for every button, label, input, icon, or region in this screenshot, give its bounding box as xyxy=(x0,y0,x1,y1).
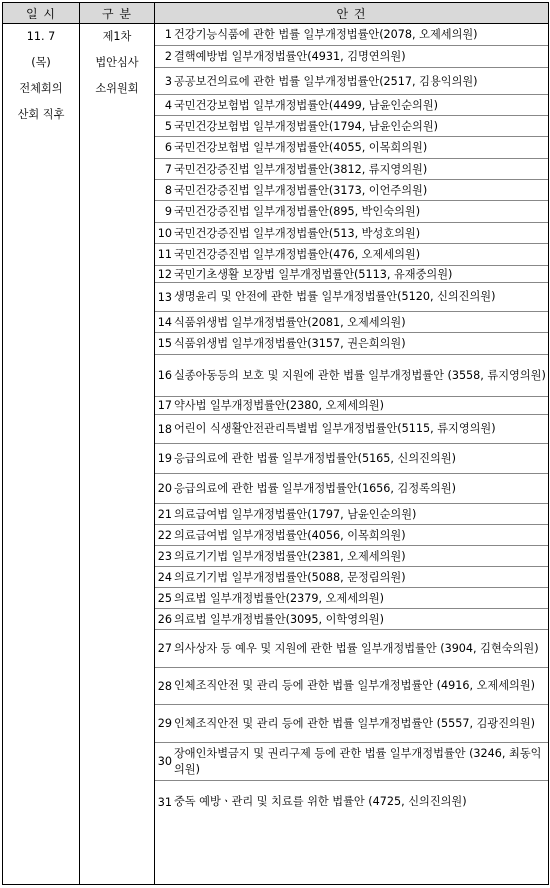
date-text: 11. 7 xyxy=(26,30,56,43)
agenda-item xyxy=(155,503,548,524)
agenda-item-text: 인체조직안전 및 관리 등에 관한 법률 일부개정법률안 (5557, 김광진의원) xyxy=(174,716,535,730)
agenda-item-text: 생명윤리 및 안전에 관한 법률 일부개정법률안(5120, 신의진의원) xyxy=(174,290,496,303)
agenda-item-text: 실종아동등의 보호 및 지원에 관한 법률 일부개정법률안 (3558, 류지영의원) xyxy=(174,368,546,382)
agenda-item-number: 25 xyxy=(157,591,172,605)
agenda-item xyxy=(155,45,548,67)
agenda-item-text: 의료법 일부개정법률안(3095, 이학영의원) xyxy=(174,612,384,626)
agenda-item-text: 응급의료에 관한 법률 일부개정법률안(1656, 김정록의원) xyxy=(174,481,456,495)
date-column-header: 일 시 xyxy=(3,3,80,24)
agenda-item-text: 국민건강증진법 일부개정법률안(476, 오제세의원) xyxy=(174,248,421,261)
agenda-item-number: 27 xyxy=(157,642,172,655)
agenda-item-text: 어린이 식생활안전관리특별법 일부개정법률안(5115, 류지영의원) xyxy=(174,422,496,435)
agenda-item xyxy=(155,265,548,282)
agenda-item-text: 인체조직안전 및 관리 등에 관한 법률 일부개정법률안 (4916, 오제세의원) xyxy=(174,679,535,692)
agenda-item-text: 국민건강보험법 일부개정법률안(4055, 이목희의원) xyxy=(174,141,428,154)
agenda-item xyxy=(155,587,548,608)
agenda-item-text: 건강기능식품에 관한 법률 일부개정법률안(2078, 오제세의원) xyxy=(174,28,478,41)
agenda-column-header: 안 건 xyxy=(155,3,549,24)
agenda-item-number: 4 xyxy=(164,98,172,112)
agenda-item xyxy=(155,524,548,545)
agenda-item-number: 17 xyxy=(157,399,172,412)
agenda-item-number: 13 xyxy=(157,290,172,304)
agenda-item-number: 12 xyxy=(157,267,172,281)
agenda-item-text: 중독 예방ㆍ관리 및 치료를 위한 법률안 (4725, 신의진의원) xyxy=(174,795,467,808)
agenda-item xyxy=(155,67,548,94)
agenda-item xyxy=(155,200,548,222)
session-text: 전체회의 xyxy=(19,82,63,95)
agenda-item-number: 14 xyxy=(157,315,172,329)
agenda-item xyxy=(155,566,548,587)
agenda-item-text: 의료법 일부개정법률안(2379, 오제세의원) xyxy=(174,591,384,605)
agenda-item xyxy=(155,414,548,443)
agenda-item-number: 18 xyxy=(157,422,172,436)
agenda-item-number: 21 xyxy=(157,507,172,521)
agenda-item-text: 식품위생법 일부개정법률안(3157, 권은희의원) xyxy=(174,337,406,350)
agenda-item-number: 11 xyxy=(157,248,172,261)
agenda-item-number: 16 xyxy=(157,369,172,382)
agenda-item-number: 6 xyxy=(164,141,172,154)
agenda-item xyxy=(155,354,548,396)
type-column-header: 구 분 xyxy=(80,3,155,24)
agenda-item xyxy=(155,332,548,354)
agenda-item-number: 7 xyxy=(164,162,172,176)
agenda-item-text: 응급의료에 관한 법률 일부개정법률안(5165, 신의진의원) xyxy=(174,451,456,465)
weekday-text: (목) xyxy=(31,56,51,69)
agenda-item xyxy=(155,545,548,566)
agenda-item xyxy=(155,608,548,629)
agenda-item xyxy=(155,704,548,742)
type-line-1: 제1차 xyxy=(102,30,132,43)
agenda-item-number: 30 xyxy=(157,755,172,768)
agenda-table xyxy=(2,2,549,885)
agenda-item xyxy=(155,115,548,136)
agenda-item-text: 국민기초생활 보장법 일부개정법률안(5113, 유재중의원) xyxy=(174,267,453,281)
type-line-3: 소위원회 xyxy=(95,82,139,95)
agenda-item-text: 식품위생법 일부개정법률안(2081, 오제세의원) xyxy=(174,315,406,329)
agenda-item-number: 5 xyxy=(164,119,172,133)
agenda-cell xyxy=(155,24,549,885)
agenda-item xyxy=(155,396,548,414)
agenda-item-number: 24 xyxy=(157,570,172,584)
agenda-item-text: 국민건강증진법 일부개정법률안(513, 박성호의원) xyxy=(174,226,421,240)
agenda-item-text: 의료급여법 일부개정법률안(4056, 이목희의원) xyxy=(174,528,406,542)
agenda-item-number: 26 xyxy=(157,612,172,626)
agenda-item xyxy=(155,667,548,704)
agenda-item-text: 의료급여법 일부개정법률안(1797, 남윤인순의원) xyxy=(174,507,417,521)
agenda-item xyxy=(155,24,548,45)
agenda-item-number: 19 xyxy=(157,452,172,465)
type-cell xyxy=(80,24,155,885)
agenda-item-number: 22 xyxy=(157,528,172,542)
agenda-item-number: 3 xyxy=(164,74,172,88)
agenda-item xyxy=(155,443,548,473)
agenda-item xyxy=(155,742,548,780)
timing-text: 산회 직후 xyxy=(17,108,65,121)
agenda-item-number: 2 xyxy=(164,50,172,63)
agenda-item-number: 15 xyxy=(157,337,172,350)
agenda-item-text: 국민건강보험법 일부개정법률안(1794, 남윤인순의원) xyxy=(174,119,439,133)
date-cell xyxy=(3,24,80,885)
agenda-item-number: 28 xyxy=(157,679,172,693)
agenda-item-text: 장애인차별금지 및 권리구제 등에 관한 법률 일부개정법률안 (3246, 최동익의원) xyxy=(174,746,542,776)
agenda-item-number: 31 xyxy=(157,795,172,809)
agenda-item xyxy=(155,243,548,265)
agenda-item-text: 국민건강증진법 일부개정법률안(3173, 이언주의원) xyxy=(174,183,428,197)
agenda-item-number: 10 xyxy=(157,226,172,240)
agenda-item-text: 의사상자 등 예우 및 지원에 관한 법률 일부개정법률안 (3904, 김현숙의원) xyxy=(174,641,539,655)
agenda-item xyxy=(155,222,548,243)
agenda-item xyxy=(155,473,548,503)
agenda-item xyxy=(155,282,548,311)
agenda-item-text: 의료기기법 일부개정법률안(2381, 오제세의원) xyxy=(174,549,406,563)
type-line-2: 법안심사 xyxy=(95,56,139,69)
agenda-item xyxy=(155,136,548,158)
agenda-item-number: 20 xyxy=(157,482,172,495)
agenda-item-text: 의료기기법 일부개정법률안(5088, 문정림의원) xyxy=(174,570,406,584)
agenda-item-text: 결핵예방법 일부개정법률안(4931, 김명연의원) xyxy=(174,50,406,63)
agenda-item-text: 약사법 일부개정법률안(2380, 오제세의원) xyxy=(174,399,384,412)
agenda-item xyxy=(155,94,548,115)
agenda-item-text: 국민건강보험법 일부개정법률안(4499, 남윤인순의원) xyxy=(174,98,439,112)
agenda-item-number: 8 xyxy=(164,183,172,197)
agenda-item xyxy=(155,158,548,179)
agenda-item xyxy=(155,179,548,200)
table-body-row xyxy=(3,24,549,885)
agenda-item-text: 국민건강증진법 일부개정법률안(3812, 류지영의원) xyxy=(174,162,428,176)
table-header-row xyxy=(3,3,549,24)
agenda-item-text: 공공보건의료에 관한 법률 일부개정법률안(2517, 김용익의원) xyxy=(174,74,478,88)
agenda-item-number: 23 xyxy=(157,549,172,563)
agenda-list xyxy=(155,24,548,823)
agenda-item xyxy=(155,311,548,332)
agenda-item-number: 29 xyxy=(157,717,172,730)
agenda-item-text: 국민건강증진법 일부개정법률안(895, 박인숙의원) xyxy=(174,205,421,218)
agenda-item xyxy=(155,629,548,667)
agenda-item-number: 1 xyxy=(164,28,172,41)
agenda-item xyxy=(155,780,548,823)
agenda-item-number: 9 xyxy=(164,205,172,218)
